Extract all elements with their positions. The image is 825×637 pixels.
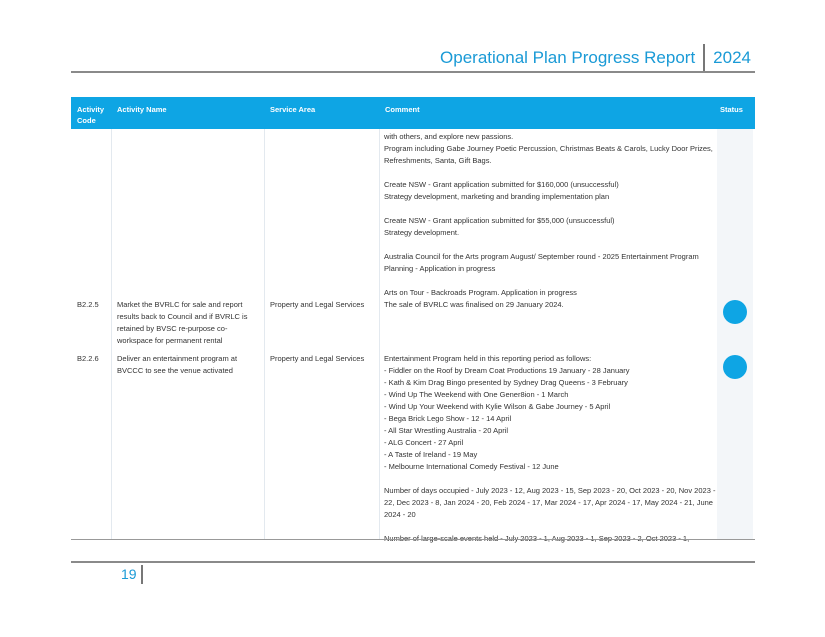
- service-area: Property and Legal Services: [270, 300, 365, 309]
- column-divider: [379, 129, 380, 540]
- status-indicator-icon: [723, 355, 747, 379]
- comment-line: - Fiddler on the Roof by Dream Coat Productions 19 January - 28 January: [384, 366, 630, 375]
- activity-name: Deliver an entertainment program at BVCCC to see the venue activated: [117, 354, 238, 375]
- header-separator: [703, 44, 705, 71]
- continuation-comment: [384, 131, 714, 299]
- page-number-separator: [141, 565, 143, 584]
- activity-code: B2.2.5: [77, 300, 99, 309]
- col-activity-name: Activity Name: [117, 105, 167, 114]
- col-activity-code: Activity Code: [77, 105, 105, 125]
- table-header: [71, 97, 755, 129]
- report-year: 2024: [713, 47, 751, 67]
- comment-spacer: [384, 203, 714, 215]
- col-comment: Comment: [385, 105, 420, 114]
- comment-line: Number of days occupied - July 2023 - 12, Aug 2023 - 15, Sep 2023 - 20, Oct 2023 - 20, Nov 2023 - 22, Dec 2023 - 8, Jan 2024 - 20, Feb 2024 - 17, Mar 2024 - 17, Apr 2024 - 17, May 2024 - 21, June 2024 - 20: [384, 486, 716, 519]
- comment-line: Create NSW - Grant application submitted for $55,000 (unsuccessful): [384, 216, 615, 225]
- comment-line: - Wind Up The Weekend with One Gener8ion - 1 March: [384, 390, 569, 399]
- activity-name: Market the BVRLC for sale and report results back to Council and if BVRLC is retained by BVSC re-purpose co-workspace for permanent rental: [117, 300, 248, 345]
- comment-spacer: [384, 275, 714, 287]
- comment-spacer: [384, 167, 714, 179]
- comment-line: Strategy development.: [384, 228, 460, 237]
- comment-line: Arts on Tour - Backroads Program. Application in progress: [384, 288, 577, 297]
- comment-line: - Bega Brick Lego Show - 12 - 14 April: [384, 414, 512, 423]
- column-divider: [264, 129, 265, 540]
- activity-comment: [384, 299, 714, 311]
- report-title: Operational Plan Progress Report: [440, 47, 696, 67]
- comment-line: The sale of BVRLC was finalised on 29 January 2024.: [384, 300, 564, 309]
- comment-line: Create NSW - Grant application submitted for $160,000 (unsuccessful): [384, 180, 619, 189]
- status-indicator-icon: [723, 300, 747, 324]
- comment-line: - Wind Up Your Weekend with Kylie Wilson & Gabe Journey - 5 April: [384, 402, 611, 411]
- comment-line: - ALG Concert - 27 April: [384, 438, 464, 447]
- comment-line: with others, and explore new passions.: [384, 132, 514, 141]
- col-service-area: Service Area: [270, 105, 316, 114]
- page-number: 19: [121, 566, 137, 582]
- activity-comment: [384, 353, 719, 545]
- status-column-band: [717, 129, 753, 540]
- activity-code: B2.2.6: [77, 354, 99, 363]
- comment-line: Entertainment Program held in this reporting period as follows:: [384, 354, 592, 363]
- col-status: Status: [720, 105, 743, 114]
- report-header: [440, 44, 751, 71]
- comment-spacer: [384, 521, 719, 533]
- header-rule: [71, 71, 755, 73]
- comment-line: Strategy development, marketing and branding implementation plan: [384, 192, 610, 201]
- comment-line: Australia Council for the Arts program August/ September round - 2025 Entertainment Program Planning - Application in progress: [384, 252, 699, 273]
- comment-spacer: [384, 473, 719, 485]
- service-area: Property and Legal Services: [270, 354, 365, 363]
- table-bottom-rule: [71, 539, 755, 540]
- comment-line: - Melbourne International Comedy Festival - 12 June: [384, 462, 559, 471]
- comment-line: Program including Gabe Journey Poetic Percussion, Christmas Beats & Carols, Lucky Door Prizes, Refreshments, Santa, Gift Bags.: [384, 144, 713, 165]
- comment-line: - A Taste of Ireland - 19 May: [384, 450, 478, 459]
- footer-rule: [71, 561, 755, 563]
- comment-line: - Kath & Kim Drag Bingo presented by Sydney Drag Queens - 3 February: [384, 378, 628, 387]
- comment-spacer: [384, 239, 714, 251]
- comment-line: - All Star Wrestling Australia - 20 April: [384, 426, 509, 435]
- column-divider: [111, 129, 112, 540]
